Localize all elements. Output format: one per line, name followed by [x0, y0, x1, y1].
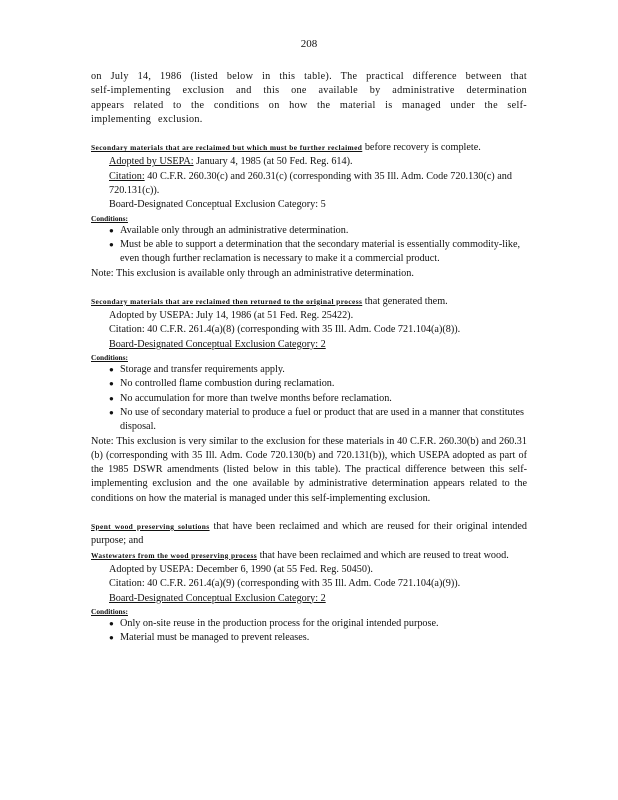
section-heading: Spent wood preserving solutions — [91, 522, 210, 532]
conditions-label: Conditions: — [91, 606, 128, 616]
conditions-label: Conditions: — [91, 213, 128, 223]
condition-item: ● Must be able to support a determination that the secondary material is essentially commodity-like, even though further reclamation is necessary to make it a commercial product. — [109, 238, 527, 267]
page-body — [91, 70, 527, 645]
section-note: Note: This exclusion is very similar to the exclusion for these materials in 40 C.F.R. 260.30(b) and 260.31 (b) (corresponding with 35 Ill. Adm. Code 720.130(b) and 720.131(b)), which USEPA adopted as part of the 1985 DSWR amendments (listed below in this table). The practical difference between this self-implementing exclusion and the one available by administrative determination appears related to the conditions on how the material is managed under this self-implementing exclusion. — [91, 435, 527, 504]
conditions-label: Conditions: — [91, 353, 128, 363]
section-heading: Secondary materials that are reclaimed then returned to the original process — [91, 296, 363, 306]
conditions-list — [91, 224, 527, 267]
section-heading-tail: that have been reclaimed and which are reused for their original intended purpose; and — [91, 521, 527, 547]
conditions-list — [91, 363, 527, 434]
adopted-text: January 4, 1985 (at 50 Fed. Reg. 614). — [193, 156, 353, 168]
condition-item: ● No accumulation for more than twelve months before reclamation. — [109, 392, 527, 406]
section-returned-original-process — [91, 295, 527, 506]
condition-item: ● Only on-site reuse in the production process for the original intended purpose. — [109, 617, 527, 631]
page-number: 208 — [300, 38, 318, 50]
conditions-list — [91, 617, 527, 646]
citation-text: 40 C.F.R. 260.30(c) and 260.31(c) (corresponding with 35 Ill. Adm. Code 720.130(c) and 720.131(c)). — [109, 170, 512, 197]
citation-line: Citation: 40 C.F.R. 261.4(a)(9) (corresponding with 35 Ill. Adm. Code 721.104(a)(9)). — [109, 578, 461, 590]
adopted-line: Adopted by USEPA: July 14, 1986 (at 51 Fed. Reg. 25422). — [109, 310, 354, 322]
category-line: Board-Designated Conceptual Exclusion Category: 2 — [109, 592, 326, 604]
intro-paragraph: on July 14, 1986 (listed below in this table). The practical difference between that self-implementing exclusion and this one available by administrative determination appears related to the conditions on how the material is managed under the self-implementing exclusion. — [91, 71, 527, 125]
condition-item: ● No use of secondary material to produce a fuel or product that are used in a manner that constitutes disposal. — [109, 406, 527, 435]
condition-item: ● Material must be managed to prevent releases. — [109, 631, 527, 645]
condition-item: ● Available only through an administrative determination. — [109, 224, 527, 238]
section-note: Note: This exclusion is available only through an administrative determination. — [91, 267, 414, 279]
condition-item: ● No controlled flame combustion during reclamation. — [109, 377, 527, 391]
section-heading-secondary: Wastewaters from the wood preserving process — [91, 550, 258, 560]
section-heading-tail: that generated them. — [362, 295, 448, 307]
section-heading: Secondary materials that are reclaimed but which must be further reclaimed — [91, 143, 363, 153]
category-line: Board-Designated Conceptual Exclusion Category: 2 — [109, 338, 326, 350]
section-heading-tail: before recovery is complete. — [362, 142, 481, 154]
citation-label: Citation: — [109, 170, 145, 182]
category-line: Board-Designated Conceptual Exclusion Category: 5 — [109, 199, 326, 211]
section-further-reclaimed — [91, 141, 527, 281]
adopted-label: Adopted by USEPA: — [109, 156, 194, 168]
citation-line: Citation: 40 C.F.R. 261.4(a)(8) (corresponding with 35 Ill. Adm. Code 721.104(a)(8)). — [109, 324, 461, 336]
adopted-line: Adopted by USEPA: December 6, 1990 (at 55 Fed. Reg. 50450). — [109, 563, 373, 575]
section-heading-secondary-tail: that have been reclaimed and which are reused to treat wood. — [257, 549, 509, 561]
condition-item: ● Storage and transfer requirements apply. — [109, 363, 527, 377]
section-wood-preserving — [91, 520, 527, 645]
